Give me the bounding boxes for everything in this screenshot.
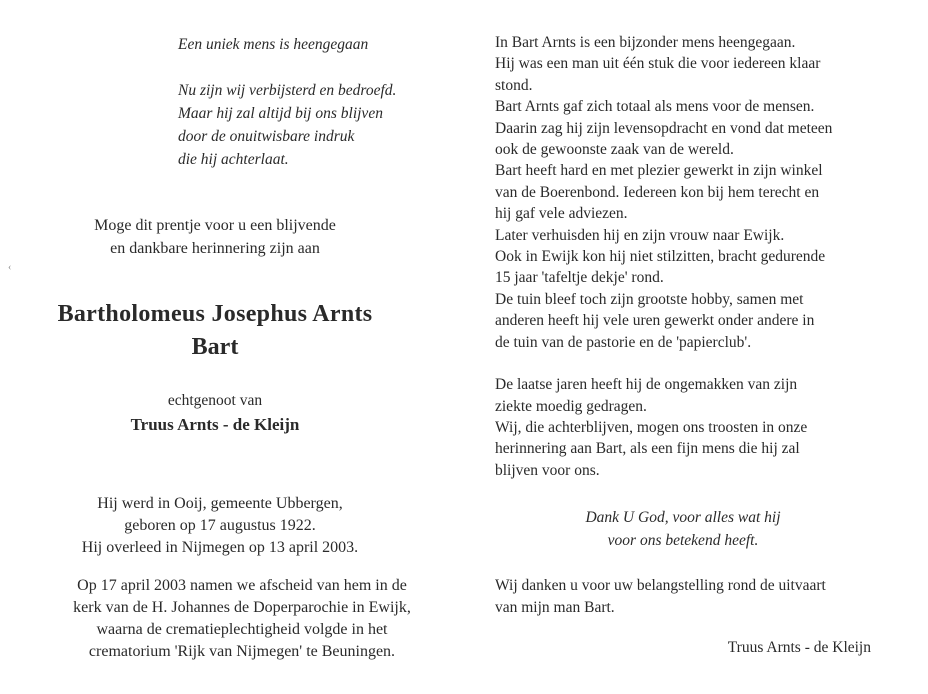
deceased-nickname: Bart [191,334,239,360]
life-story [495,32,871,481]
poem-line: Maar hij zal altijd bij ons blijven [178,105,383,122]
life-line: geboren op 17 augustus 1922. [124,517,316,534]
deceased-full-name: Bartholomeus Josephus Arnts [57,301,373,327]
poem-line: die hij achterlaat. [178,151,289,168]
farewell-info [44,575,440,663]
story-gap [495,353,871,374]
story-line: hij gaf vele adviezen. [495,205,628,223]
spouse-name: Truus Arnts - de Kleijn [130,415,300,434]
story-line: herinnering aan Bart, als een fijn mens die hij zal [495,440,800,458]
story-line: In Bart Arnts is een bijzonder mens heengegaan. [495,34,796,51]
story-line: Bart heeft hard en met plezier gewerkt in zijn winkel [495,162,823,180]
story-line: van de Boerenbond. Iedereen kon bij hem terecht en [495,183,820,201]
story-line: De tuin bleef toch zijn grootste hobby, samen met [495,290,804,308]
story-line: Bart Arnts gaf zich totaal als mens voor de mensen. [495,98,815,116]
opening-poem [178,33,396,171]
story-line: anderen heeft hij vele uren gewerkt onder andere in [495,312,815,330]
thank-you-note [495,575,871,619]
farewell-line: crematorium 'Rijk van Nijmegen' te Beuningen. [88,643,396,660]
poem-line: Nu zijn wij verbijsterd en bedroefd. [178,82,397,99]
thanks-line: Wij danken u voor uw belangstelling rond de uitvaart [495,577,826,594]
life-line: Hij overleed in Nijmegen op 13 april 2003. [81,539,359,556]
story-line: Hij was een man uit één stuk die voor iedereen klaar [495,55,821,73]
signature: Truus Arnts - de Kleijn [727,639,871,656]
story-line: ook de gewoonste zaak van de wereld. [495,141,734,159]
remembrance-text [0,214,430,260]
farewell-line: waarna de crematieplechtigheid volgde in het [96,621,388,638]
farewell-line: Op 17 april 2003 namen we afscheid van hem in de [77,577,407,594]
prayer-line: voor ons betekend heeft. [607,532,759,549]
story-line: De laatse jaren heeft hij de ongemakken van zijn [495,376,798,394]
deceased-name-block [0,297,430,363]
farewell-line: kerk van de H. Johannes de Doperparochie in Ewijk, [73,599,411,616]
remembrance-line: Moge dit prentje voor u een blijvende [94,217,336,234]
story-line: blijven voor ons. [495,461,600,479]
spouse-block [0,390,430,436]
poem-gap [178,56,396,79]
poem-line: Een uniek mens is heengegaan [178,36,369,53]
remembrance-line: en dankbare herinnering zijn aan [110,240,320,257]
closing-prayer [495,506,871,552]
spouse-label: echtgenoot van [167,392,263,409]
poem-line: door de onuitwisbare indruk [178,128,355,145]
scan-mark: ‹ [8,262,12,273]
thanks-line: van mijn man Bart. [495,599,615,616]
story-line: ziekte moedig gedragen. [495,397,647,415]
story-line: 15 jaar 'tafeltje dekje' rond. [495,269,664,287]
prayer-line: Dank U God, voor alles wat hij [585,509,781,526]
story-line: Ook in Ewijk kon hij niet stilzitten, bracht gedurende [495,248,826,266]
story-line: Daarin zag hij zijn levensopdracht en vond dat meteen [495,119,833,137]
life-line: Hij werd in Ooij, gemeente Ubbergen, [97,495,343,512]
story-line: Wij, die achterblijven, mogen ons troosten in onze [495,418,808,436]
story-line: Later verhuisden hij en zijn vrouw naar Ewijk. [495,226,785,244]
birth-death-info [0,493,440,559]
story-line: stond. [495,76,533,94]
story-line: de tuin van de pastorie en de 'papierclub'. [495,333,752,351]
